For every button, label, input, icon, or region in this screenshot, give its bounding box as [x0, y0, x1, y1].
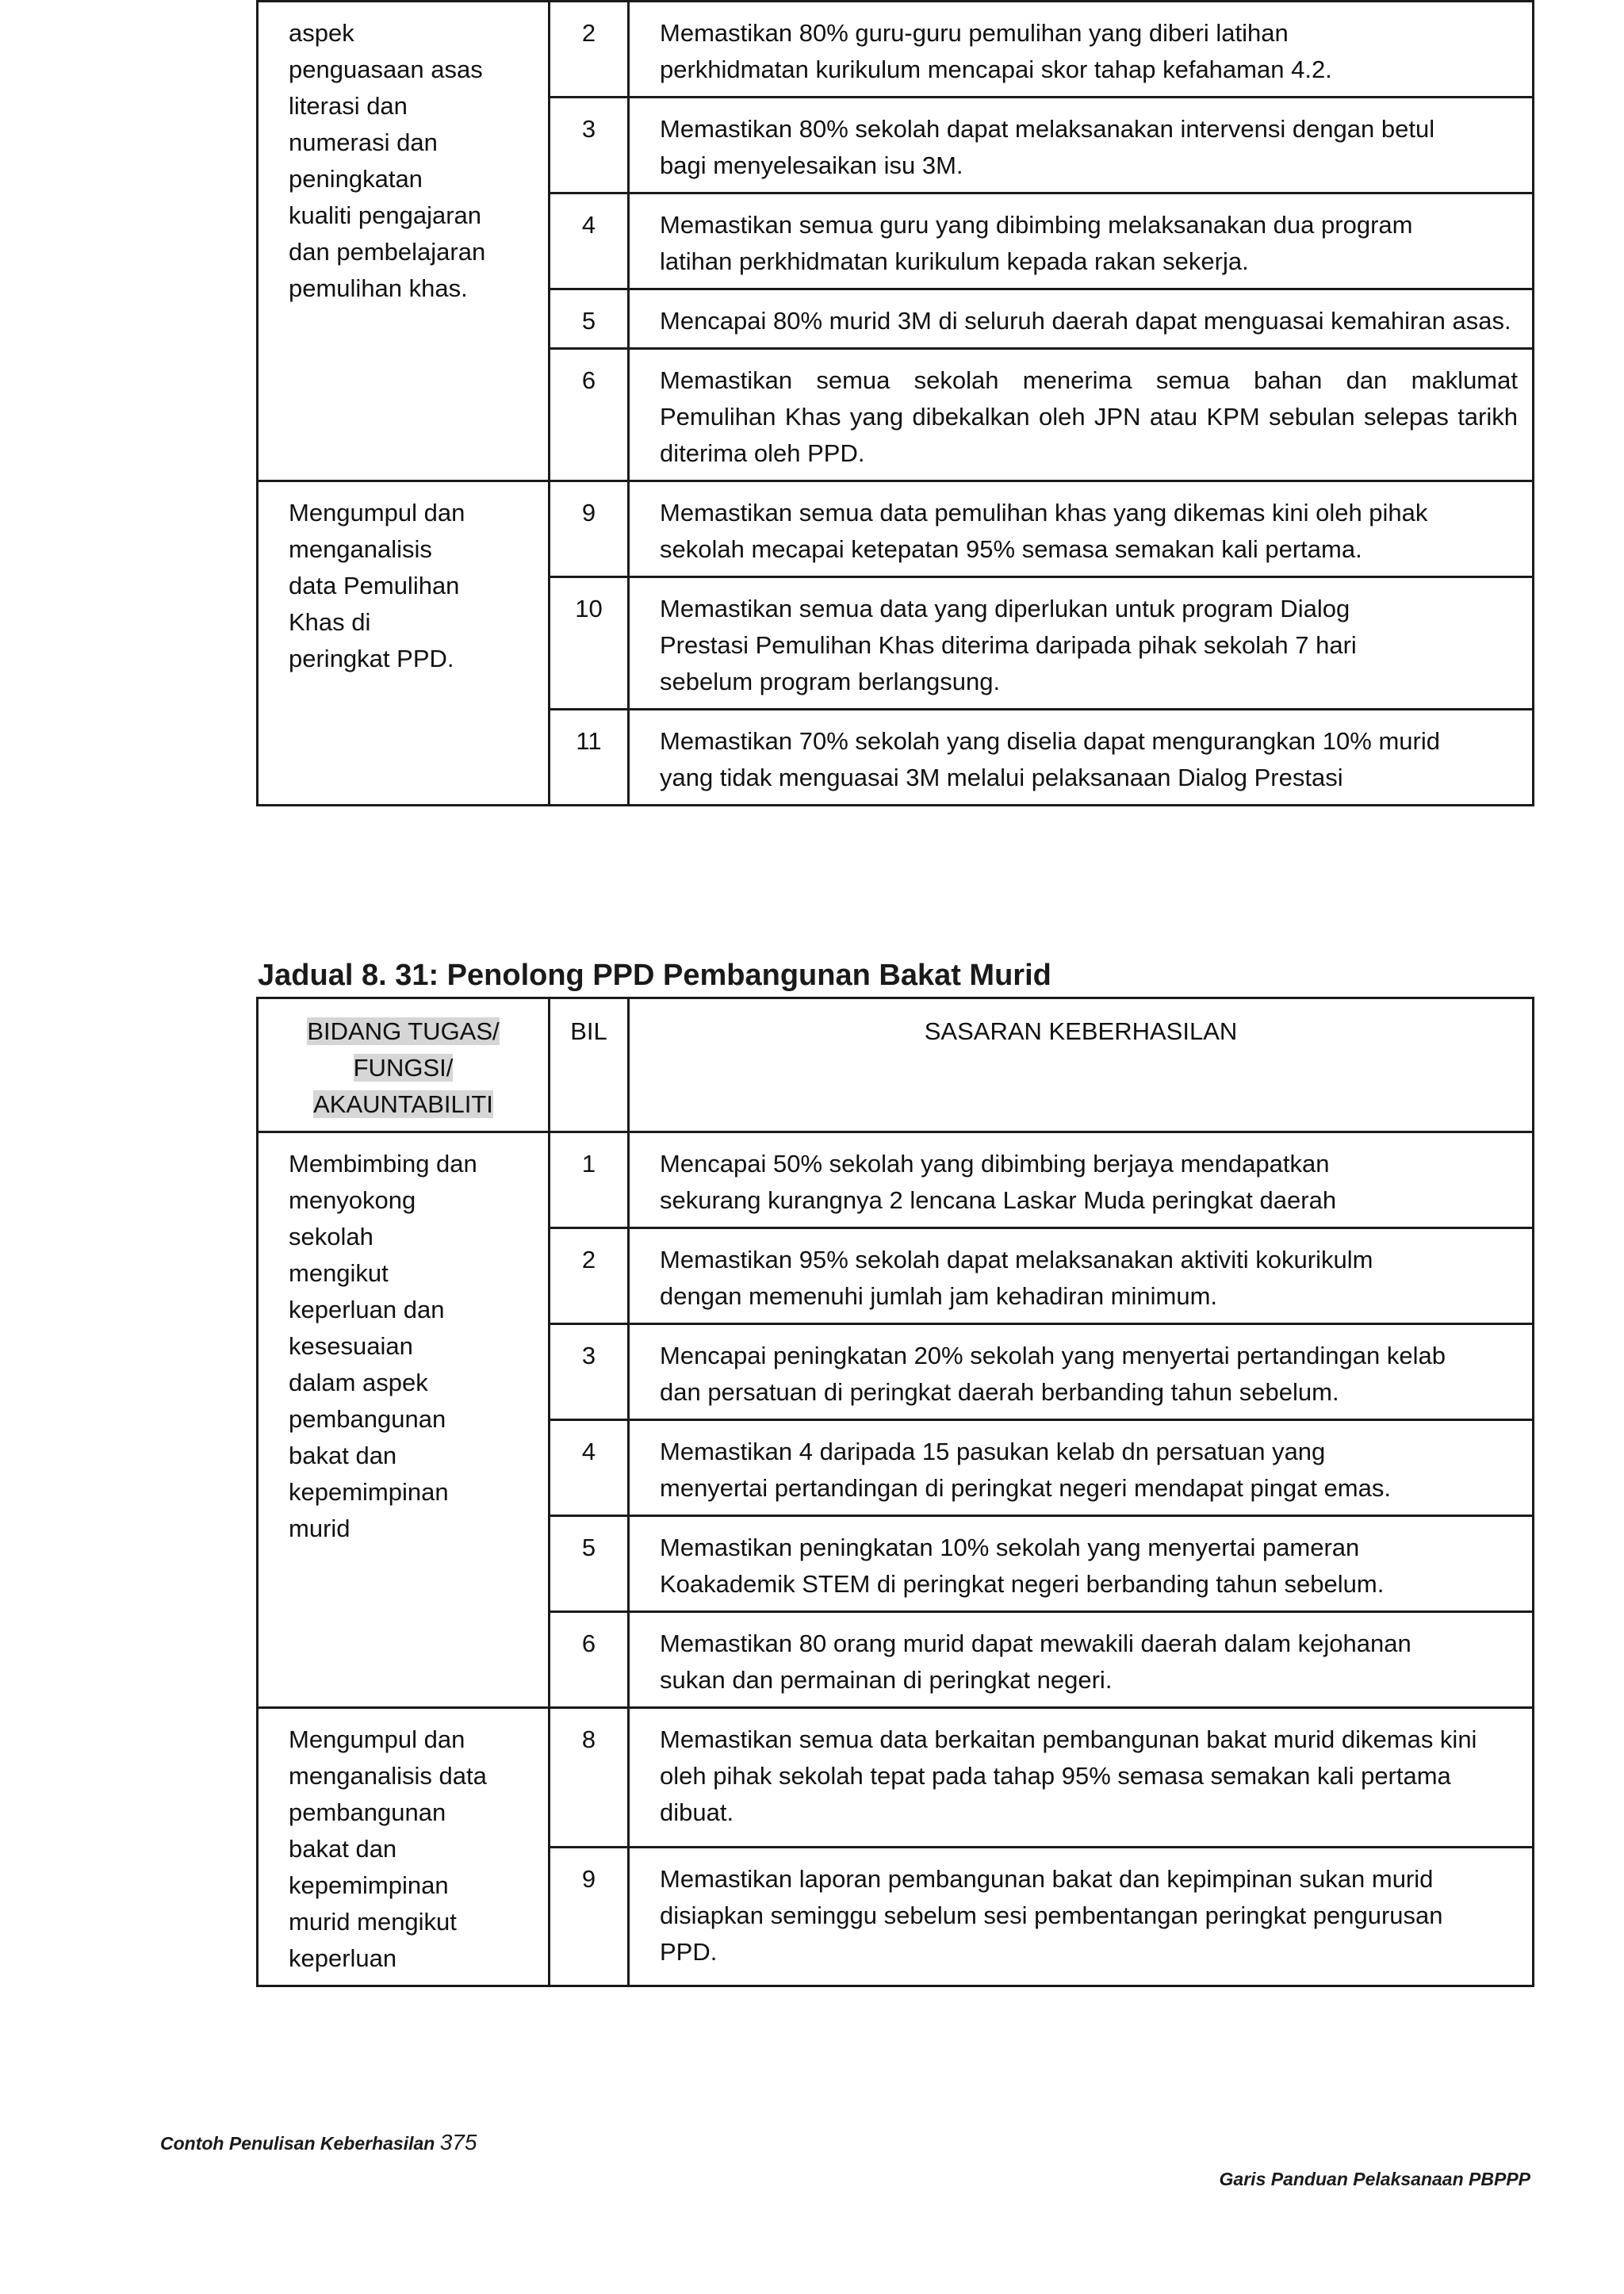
table-body	[258, 2, 1534, 806]
area-cell: Mengumpul dan menganalisis data Pemulihan Khas di peringkat PPD.	[258, 481, 550, 806]
sasaran-cell: Mencapai 80% murid 3M di seluruh daerah dapat menguasai kemahiran asas.	[629, 289, 1534, 349]
sasaran-cell: Memastikan semua data yang diperlukan untuk program Dialog Prestasi Pemulihan Khas diterima daripada pihak sekolah 7 hari sebelum program berlangsung.	[629, 577, 1534, 710]
sasaran-cell: Memastikan 70% sekolah yang diselia dapat mengurangkan 10% murid yang tidak menguasai 3M melalui pelaksanaan Dialog Prestasi	[629, 710, 1534, 806]
sasaran-cell: Memastikan semua data pemulihan khas yang dikemas kini oleh pihak sekolah mecapai ketepatan 95% semasa semakan kali pertama.	[629, 481, 1534, 577]
sasaran-cell: Memastikan laporan pembangunan bakat dan kepimpinan sukan murid disiapkan seminggu sebelum sesi pembentangan peringkat pengurusan PPD.	[629, 1847, 1534, 1986]
table-row	[258, 2, 1534, 98]
footer-left-label: Contoh Penulisan Keberhasilan	[160, 2133, 435, 2154]
sasaran-cell: Mencapai peningkatan 20% sekolah yang menyertai pertandingan kelab dan persatuan di peringkat daerah berbanding tahun sebelum.	[629, 1324, 1534, 1420]
footer-left	[160, 2130, 477, 2155]
table-row	[258, 1708, 1534, 1848]
bil-cell: 10	[550, 577, 629, 710]
header-bidang-tugas-label: BIDANG TUGAS/ FUNGSI/ AKAUNTABILITI	[307, 1017, 500, 1118]
bil-cell: 5	[550, 289, 629, 349]
bil-cell: 6	[550, 349, 629, 481]
bil-cell: 2	[550, 2, 629, 98]
area-cell: aspek penguasaan asas literasi dan numerasi dan peningkatan kualiti pengajaran dan pembelajaran pemulihan khas.	[258, 2, 550, 481]
table-row	[258, 481, 1534, 577]
sasaran-cell: Memastikan peningkatan 10% sekolah yang menyertai pameran Koakademik STEM di peringkat negeri berbanding tahun sebelum.	[629, 1516, 1534, 1612]
area-cell: Membimbing dan menyokong sekolah mengikut keperluan dan kesesuaian dalam aspek pembangunan bakat dan kepemimpinan murid	[258, 1132, 550, 1708]
sasaran-cell: Memastikan 80 orang murid dapat mewakili daerah dalam kejohanan sukan dan permainan di peringkat negeri.	[629, 1612, 1534, 1708]
bil-cell: 3	[550, 1324, 629, 1420]
table-header	[258, 998, 1534, 1132]
bil-cell: 5	[550, 1516, 629, 1612]
header-bil: BIL	[550, 998, 629, 1132]
footer-right: Garis Panduan Pelaksanaan PBPPP	[1219, 2169, 1530, 2189]
bil-cell: 1	[550, 1132, 629, 1228]
area-cell: Mengumpul dan menganalisis data pembangunan bakat dan kepemimpinan murid mengikut keperluan	[258, 1708, 550, 1986]
bil-cell: 4	[550, 193, 629, 289]
bil-cell: 4	[550, 1420, 629, 1516]
bil-cell: 9	[550, 1847, 629, 1986]
bil-cell: 6	[550, 1612, 629, 1708]
table-caption: Jadual 8. 31: Penolong PPD Pembangunan Bakat Murid	[258, 959, 1051, 992]
bil-cell: 9	[550, 481, 629, 577]
sasaran-cell: Memastikan 80% sekolah dapat melaksanakan intervensi dengan betul bagi menyelesaikan isu 3M.	[629, 98, 1534, 193]
header-bidang-tugas	[258, 998, 550, 1132]
sasaran-cell: Memastikan semua sekolah menerima semua bahan dan maklumat Pemulihan Khas yang dibekalkan oleh JPN atau KPM sebulan selepas tarikh diterima oleh PPD.	[629, 349, 1534, 481]
sasaran-cell: Memastikan 80% guru-guru pemulihan yang diberi latihan perkhidmatan kurikulum mencapai skor tahap kefahaman 4.2.	[629, 2, 1534, 98]
bil-cell: 11	[550, 710, 629, 806]
sasaran-cell: Memastikan 4 daripada 15 pasukan kelab dn persatuan yang menyertai pertandingan di peringkat negeri mendapat pingat emas.	[629, 1420, 1534, 1516]
sasaran-cell: Memastikan semua data berkaitan pembangunan bakat murid dikemas kini oleh pihak sekolah tepat pada tahap 95% semasa semakan kali pertama dibuat.	[629, 1708, 1534, 1848]
table-pembangunan-bakat-murid	[256, 997, 1534, 1987]
sasaran-cell: Memastikan 95% sekolah dapat melaksanakan aktiviti kokurikulm dengan memenuhi jumlah jam kehadiran minimum.	[629, 1228, 1534, 1324]
sasaran-cell: Memastikan semua guru yang dibimbing melaksanakan dua program latihan perkhidmatan kurikulum kepada rakan sekerja.	[629, 193, 1534, 289]
bil-cell: 3	[550, 98, 629, 193]
table-pemulihan-khas	[256, 0, 1534, 806]
bil-cell: 8	[550, 1708, 629, 1848]
page-number: 375	[439, 2130, 477, 2154]
table-row	[258, 1132, 1534, 1228]
header-sasaran-keberhasilan: SASARAN KEBERHASILAN	[629, 998, 1534, 1132]
table-header-row	[258, 998, 1534, 1132]
sasaran-cell: Mencapai 50% sekolah yang dibimbing berjaya mendapatkan sekurang kurangnya 2 lencana Laskar Muda peringkat daerah	[629, 1132, 1534, 1228]
bil-cell: 2	[550, 1228, 629, 1324]
table-body	[258, 1132, 1534, 1986]
